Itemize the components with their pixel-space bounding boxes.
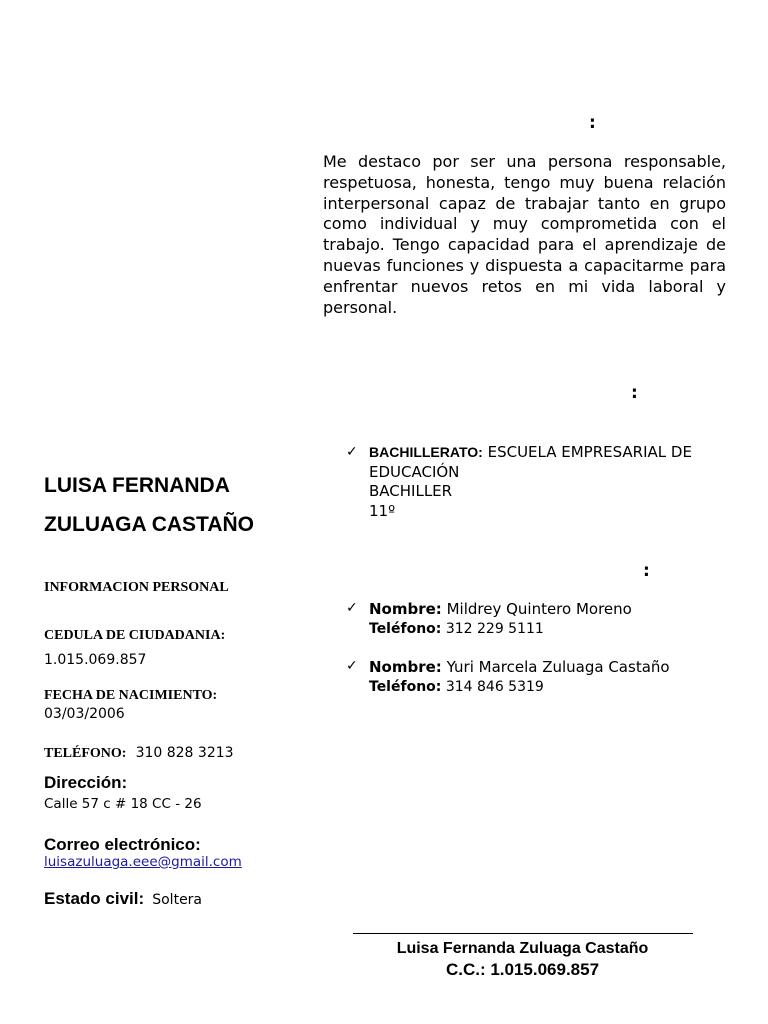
id-value: 1.015.069.857 (44, 652, 147, 668)
reference-phone-label: Teléfono: (369, 679, 442, 695)
address-value: Calle 57 c # 18 CC - 26 (44, 796, 202, 812)
phone-row (44, 742, 234, 762)
last-names: ZULUAGA CASTAÑO (44, 513, 254, 536)
reference-name: Yuri Marcela Zuluaga Castaño (446, 658, 670, 676)
civil-label: Estado civil: (44, 889, 145, 908)
signature-name: Luisa Fernanda Zuluaga Castaño (396, 940, 649, 957)
civil-status-row (44, 889, 202, 909)
checkmark-icon: ✓ (346, 658, 358, 674)
civil-value: Soltera (152, 892, 203, 908)
reference-phone: 312 229 5111 (445, 621, 544, 637)
birth-value: 03/03/2006 (44, 706, 125, 722)
profile-paragraph: Me destaco por ser una persona responsable, respetuosa, honesta, tengo muy buena relación interpersonal capaz de trabajar tanto en grupo como individual y muy comprometida con el trabajo. Tengo capacidad para el aprendizaje de nuevas funciones y dispuesta a capacitarme para enfrentar nuevos retos en mi vida laboral y personal. (323, 152, 726, 317)
education-heading-colon: : (631, 383, 638, 403)
phone-value: 310 828 3213 (135, 745, 234, 761)
reference-name-label: Nombre: (369, 600, 442, 618)
education-entry (346, 443, 746, 521)
birth-label: FECHA DE NACIMIENTO: (44, 688, 218, 703)
email-label: Correo electrónico: (44, 835, 201, 854)
education-school: ESCUELA EMPRESARIAL DE (487, 443, 692, 461)
reference-item (346, 599, 746, 639)
reference-phone-label: Teléfono: (369, 621, 442, 637)
reference-name: Mildrey Quintero Moreno (446, 600, 632, 618)
education-label: BACHILLERATO: (369, 444, 483, 460)
reference-item (346, 657, 746, 697)
first-names: LUISA FERNANDA (44, 474, 230, 497)
reference-name-label: Nombre: (369, 658, 442, 676)
id-label: CEDULA DE CIUDADANIA: (44, 628, 226, 643)
education-school-cont: EDUCACIÓN (369, 462, 460, 481)
references-heading-colon: : (643, 561, 650, 581)
checkmark-icon: ✓ (346, 600, 358, 616)
reference-phone: 314 846 5319 (445, 679, 544, 695)
phone-label: TELÉFONO: (44, 746, 127, 761)
education-grade: 11º (369, 501, 396, 520)
profile-heading-colon: : (589, 113, 596, 133)
email-link[interactable]: luisazuluaga.eee@gmail.com (44, 854, 242, 870)
personal-info-heading: INFORMACION PERSONAL (44, 580, 229, 595)
education-title: BACHILLER (369, 482, 453, 500)
checkmark-icon: ✓ (346, 444, 358, 460)
signature-id: C.C.: 1.015.069.857 (445, 960, 600, 979)
signature-line (353, 933, 693, 934)
address-label: Dirección: (44, 773, 128, 792)
